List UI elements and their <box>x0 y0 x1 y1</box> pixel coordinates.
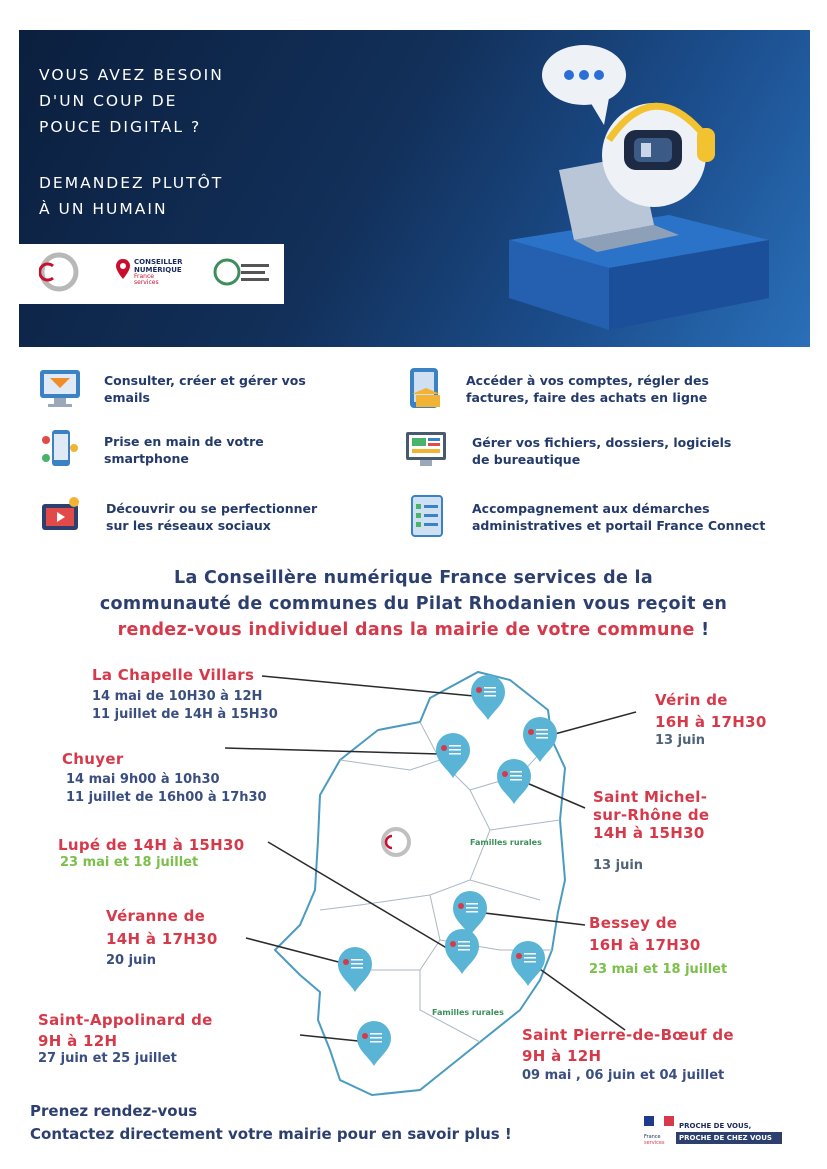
service-smartphone: Prise en main de votre smartphone <box>104 434 264 466</box>
footer-line-2: Contactez directement votre mairie pour en savoir plus ! <box>30 1125 512 1143</box>
chapelle-name: La Chapelle Villars <box>92 666 255 684</box>
agence-logo <box>211 252 285 296</box>
hero-line-2: D'UN COUP DE <box>39 92 178 110</box>
service-files: Gérer vos fichiers, dossiers, logiciels de bureautique <box>472 435 732 467</box>
conseiller-numerique-logo <box>115 252 189 296</box>
badge-bottom: PROCHE DE CHEZ VOUS <box>676 1132 782 1144</box>
partner-logos <box>19 244 284 304</box>
bessey-name-1: Bessey de <box>589 914 678 932</box>
service-email: Consulter, créer et gérer vos emails <box>104 373 306 405</box>
chuyer-name: Chuyer <box>62 750 124 768</box>
chapelle-date-1: 14 mai de 10H30 à 12H <box>92 689 263 704</box>
chuyer-date-1: 14 mai 9h00 à 10h30 <box>66 772 220 787</box>
line-chapelle <box>262 676 474 696</box>
conseiller-title-2: NUMÉRIQUE <box>134 266 182 274</box>
smartphone-icon <box>38 428 82 472</box>
conseiller-sub-1: France <box>134 273 154 280</box>
hero-banner <box>19 30 810 347</box>
michel-name-3: 14H à 15H30 <box>593 824 705 842</box>
headline-line-2: communauté de communes du Pilat Rhodanien vous reçoit en <box>99 594 728 614</box>
hero-line-4: DEMANDEZ PLUTÔT <box>39 174 224 192</box>
bessey-name-2: 16H à 17H30 <box>589 936 701 954</box>
pierre-name-1: Saint Pierre-de-Bœuf de <box>522 1026 734 1044</box>
service-bank: Accéder à vos comptes, régler des factures, faire des achats en ligne <box>466 373 709 405</box>
appolinard-name-2: 9H à 12H <box>38 1032 118 1050</box>
chuyer-date-2: 11 juillet de 16h00 à 17h30 <box>66 790 267 805</box>
veranne-name-1: Véranne de <box>106 907 206 925</box>
hero-line-5: À UN HUMAIN <box>39 200 168 218</box>
appolinard-name-1: Saint-Appolinard de <box>38 1011 213 1029</box>
michel-name-2: sur-Rhône de <box>593 806 710 824</box>
service-admin: Accompagnement aux démarches administratives et portail France Connect <box>472 501 766 533</box>
headline-red-part: rendez-vous individuel dans la mairie de votre commune <box>117 620 695 640</box>
footer-line-1: Prenez rendez-vous <box>30 1102 198 1120</box>
veranne-name-2: 14H à 17H30 <box>106 930 218 948</box>
verin-name-2: 16H à 17H30 <box>655 713 767 731</box>
checklist-icon <box>406 494 450 538</box>
headline-line-1: La Conseillère numérique France services de la <box>174 568 653 588</box>
service-social: Découvrir ou se perfectionner sur les réseaux sociaux <box>106 501 318 533</box>
email-icon <box>38 366 82 410</box>
appolinard-date: 27 juin et 25 juillet <box>38 1051 177 1066</box>
veranne-date: 20 juin <box>106 953 157 968</box>
pilat-rhodanien-logo <box>39 252 113 296</box>
headline-end: ! <box>694 620 710 640</box>
michel-date: 13 juin <box>593 858 644 873</box>
bank-icon <box>404 366 448 410</box>
robot-illustration <box>469 30 810 347</box>
lupe-name: Lupé de 14H à 15H30 <box>58 836 245 854</box>
michel-name-1: Saint Michel- <box>593 788 708 806</box>
pierre-date: 09 mai , 06 juin et 04 juillet <box>522 1068 725 1083</box>
fs-label-2: services <box>644 1140 665 1146</box>
conseiller-title-1: CONSEILLER <box>134 258 183 266</box>
fs-label-1: France <box>644 1134 661 1140</box>
headline-line-3 <box>0 617 827 643</box>
verin-date: 13 juin <box>655 733 706 748</box>
bessey-date: 23 mai et 18 juillet <box>589 962 728 977</box>
pierre-name-2: 9H à 12H <box>522 1047 602 1065</box>
verin-name-1: Vérin de <box>655 691 728 709</box>
hero-line-1: VOUS AVEZ BESOIN <box>39 66 224 84</box>
familles-rurales-logo-1: Familles rurales <box>470 838 542 847</box>
social-icon <box>38 494 82 538</box>
familles-rurales-logo-2: Familles rurales <box>432 1008 504 1017</box>
chapelle-date-2: 11 juillet de 14H à 15H30 <box>92 707 278 722</box>
badge-top: PROCHE DE VOUS, <box>679 1122 752 1130</box>
lupe-date: 23 mai et 18 juillet <box>60 855 199 870</box>
files-icon <box>404 428 448 472</box>
proche-badge <box>676 1121 782 1144</box>
france-services-logo <box>644 1115 674 1145</box>
hero-line-3: POUCE DIGITAL ? <box>39 118 202 136</box>
conseiller-sub-2: services <box>134 279 159 286</box>
